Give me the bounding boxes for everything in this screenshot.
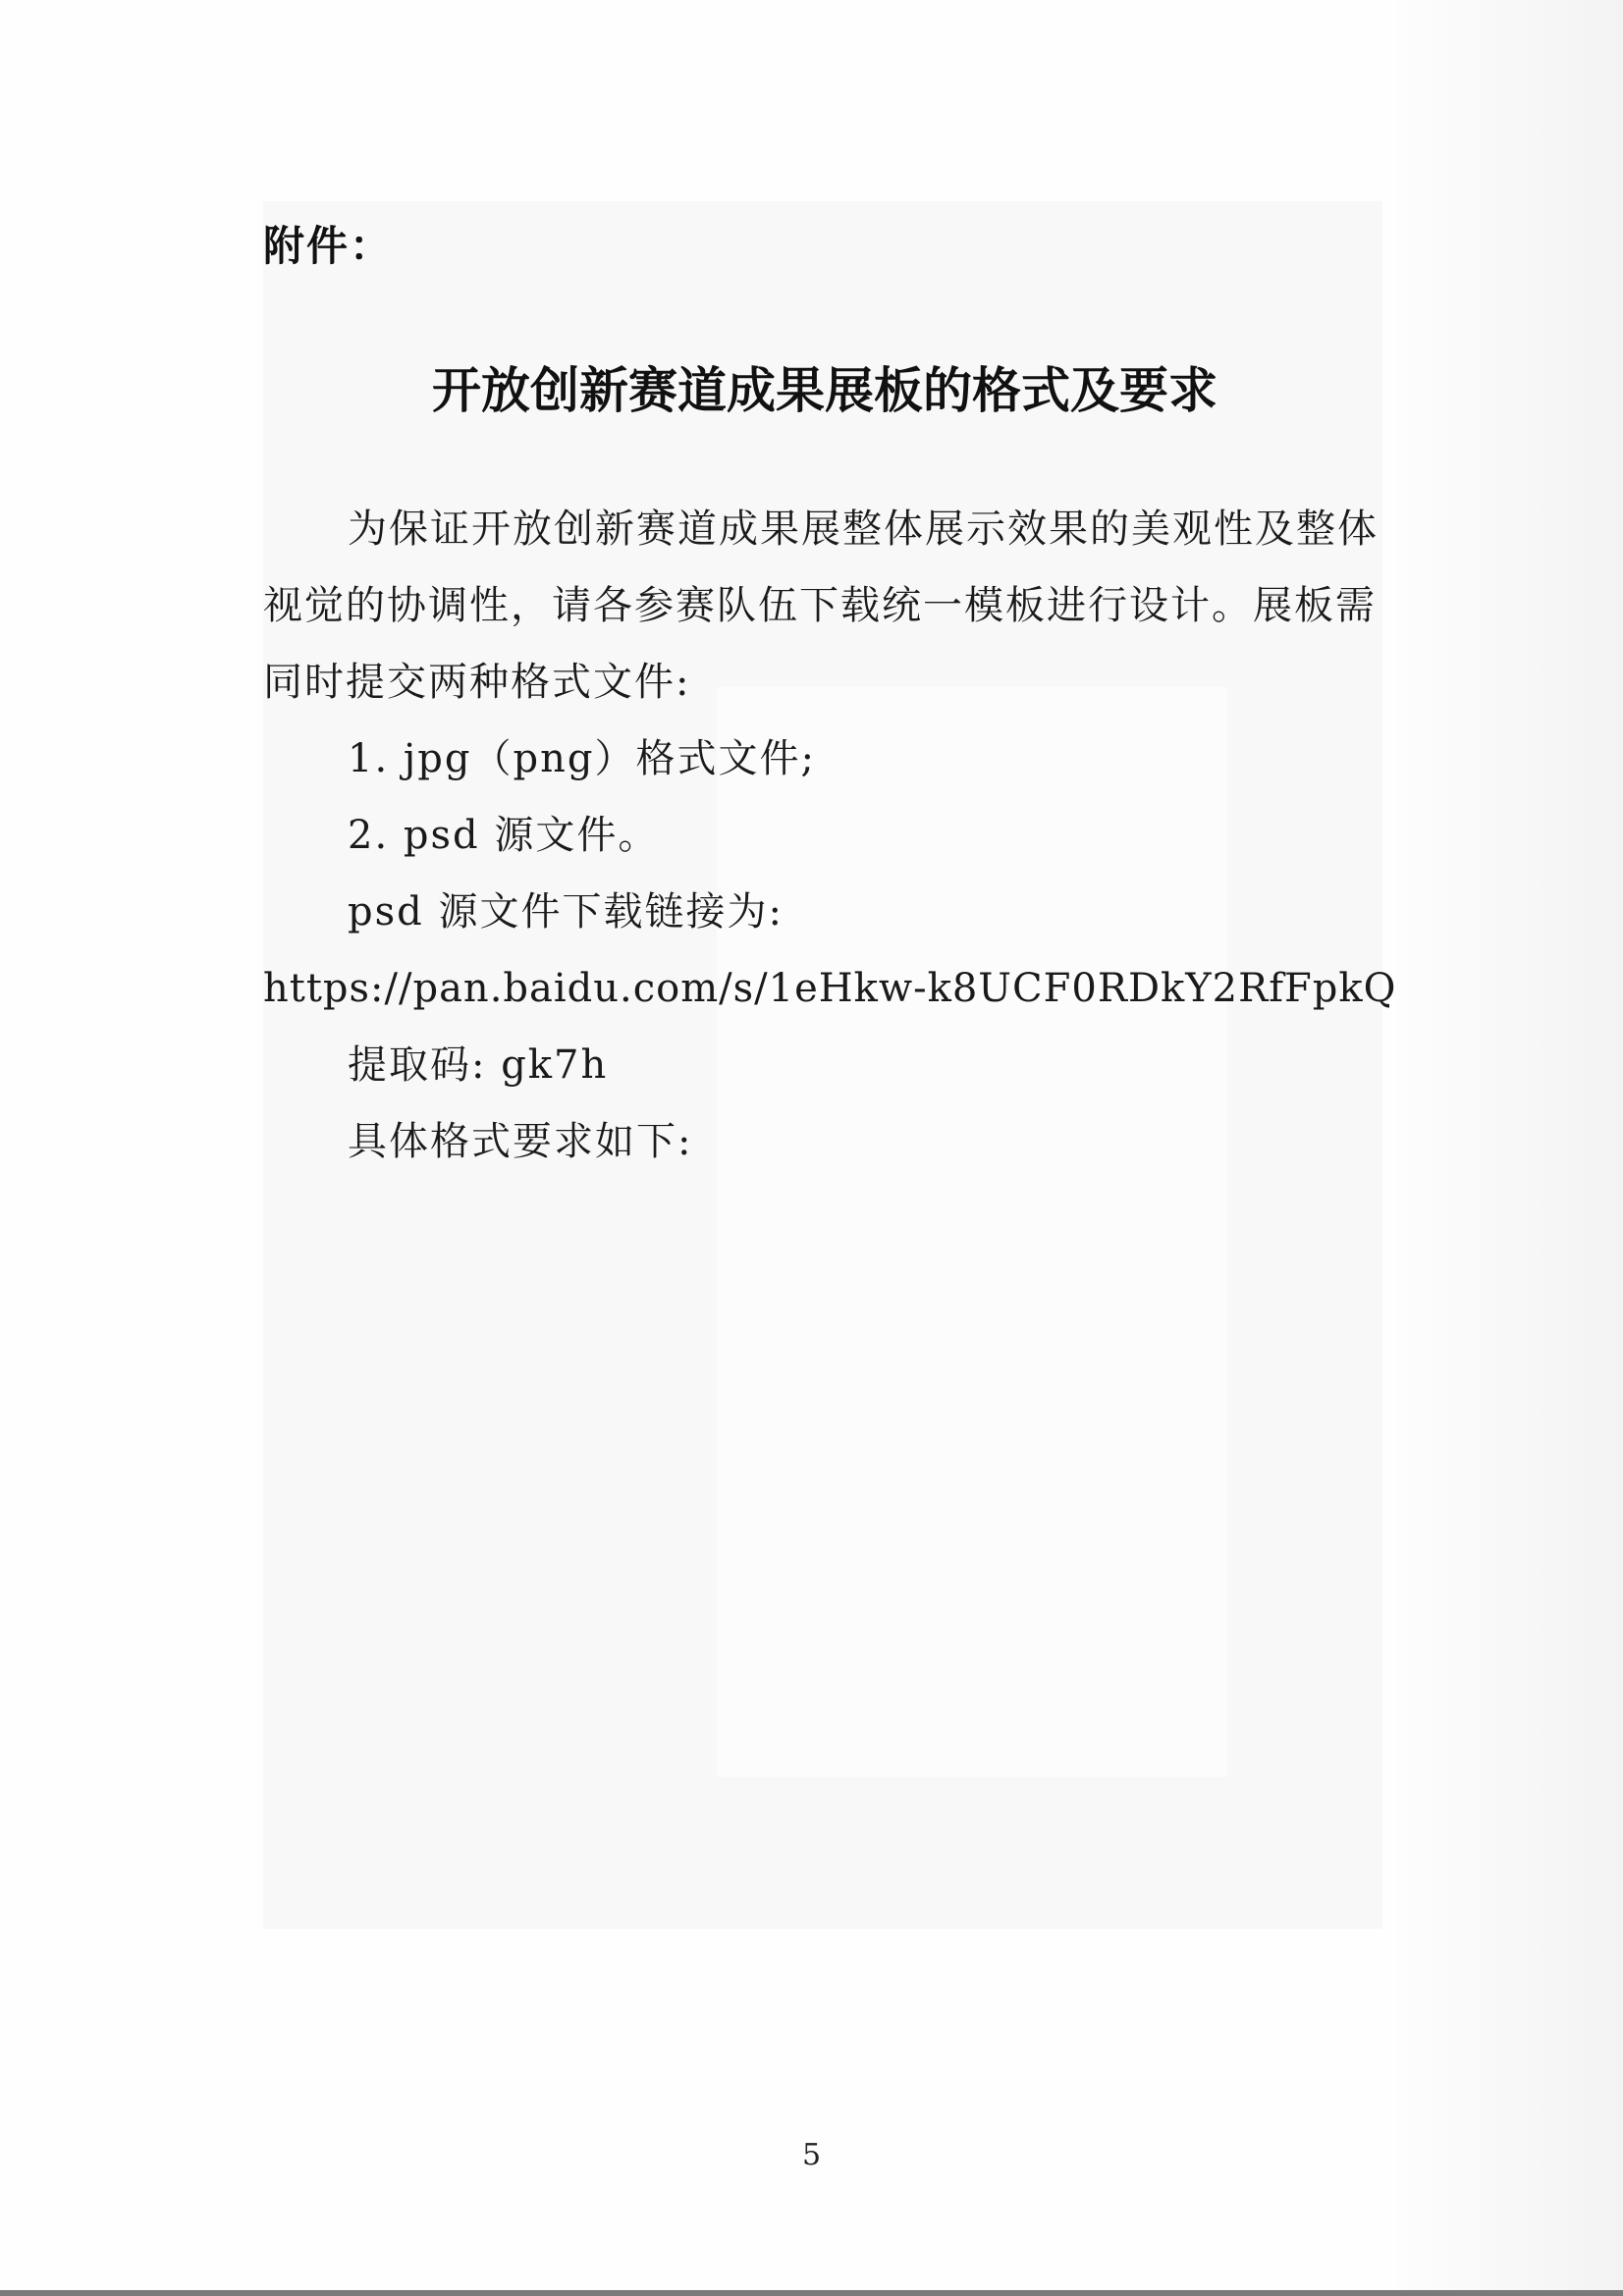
download-url: https://pan.baidu.com/s/1eHkw-k8UCF0RDkY2RfFpkQ: [263, 966, 1397, 1011]
page-edge-shadow: [1397, 0, 1623, 2296]
intro-paragraph: 为保证开放创新赛道成果展整体展示效果的美观性及整体视觉的协调性，请各参赛队伍下载统一模板进行设计。展板需同时提交两种格式文件:: [263, 507, 1379, 705]
download-label: psd 源文件下载链接为:: [348, 889, 784, 934]
format-intro: 具体格式要求如下:: [348, 1119, 693, 1164]
list-item-jpg: 1. jpg（png）格式文件;: [348, 736, 816, 781]
page-number: 5: [801, 2138, 822, 2172]
document-body: [263, 491, 1397, 1180]
extraction-code: 提取码: gk7h: [348, 1042, 609, 1088]
page-bottom-edge: [0, 2290, 1623, 2296]
document-title: 开放创新赛道成果展板的格式及要求: [432, 362, 1217, 419]
annex-label: 附件：: [263, 222, 394, 270]
list-item-psd: 2. psd 源文件。: [348, 813, 660, 858]
